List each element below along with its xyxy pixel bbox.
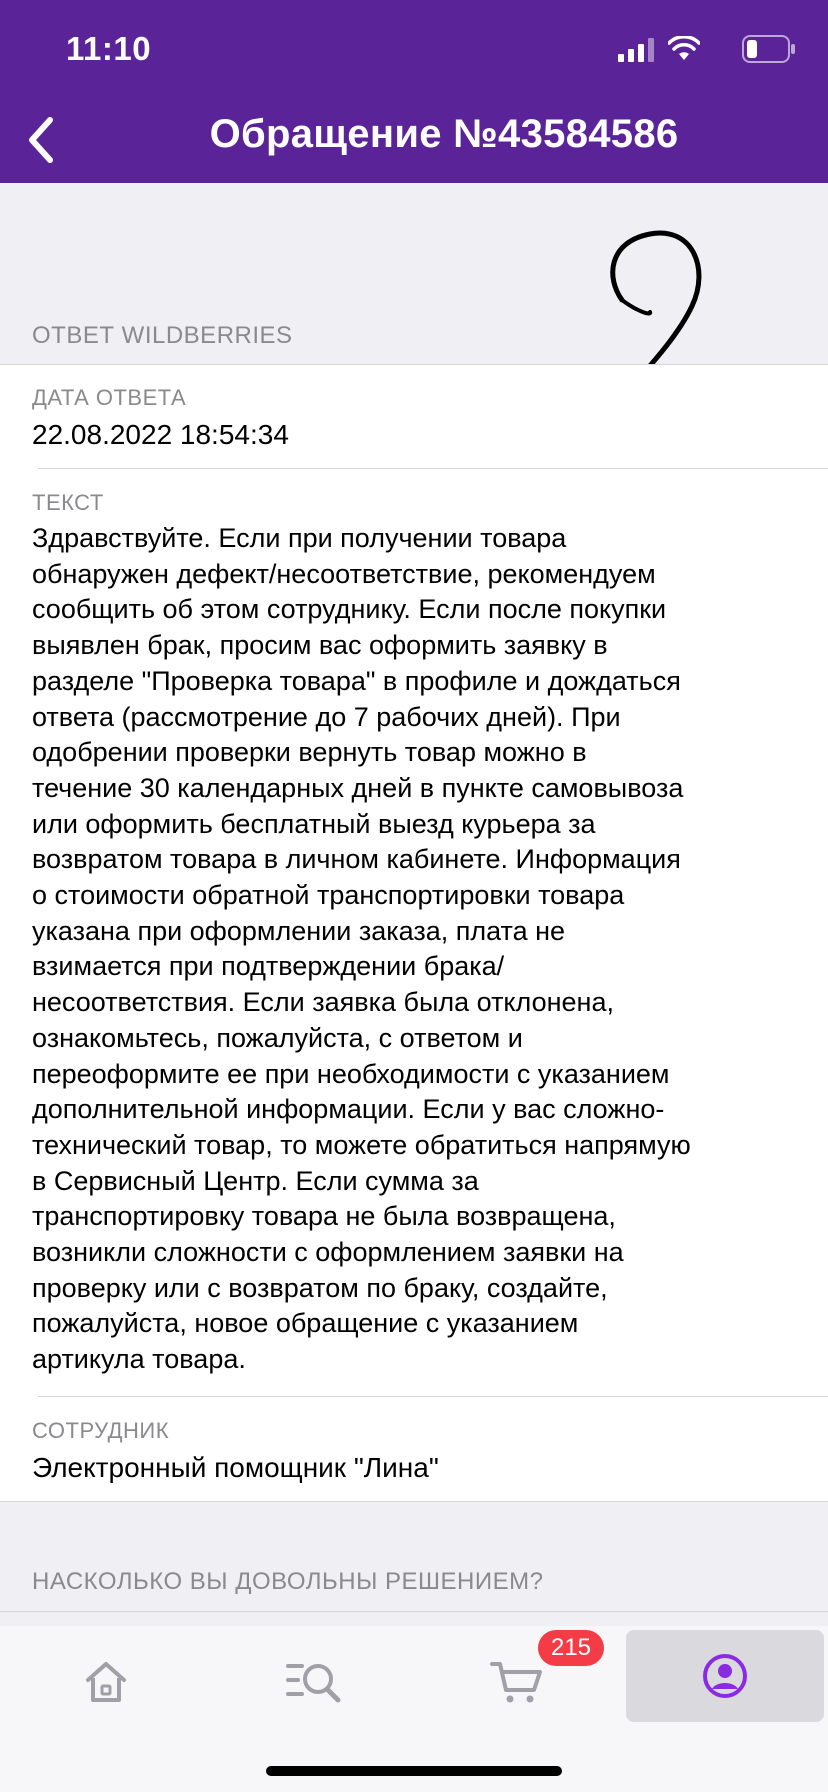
text-line: технический товар, то можете обратиться напрямую — [32, 1129, 691, 1160]
text-line: сообщить об этом сотруднику. Если после покупки — [32, 594, 667, 625]
reply-card — [0, 364, 828, 1502]
text-line: транспортировку товара не была возвращена, — [32, 1201, 616, 1232]
section-title: ОТВЕТ WILDBERRIES — [32, 322, 293, 349]
text-line: переоформите ее при необходимости с указанием — [32, 1058, 670, 1089]
divider — [38, 1396, 828, 1397]
text-line: Здравствуйте. Если при получении товара — [32, 523, 567, 553]
wifi-icon — [668, 36, 700, 62]
text-line: выявлен брак, просим вас оформить заявку в — [32, 630, 608, 661]
status-icons — [596, 34, 796, 64]
text-label: ТЕКСТ — [32, 490, 104, 515]
reply-text — [32, 521, 812, 1378]
status-time: 11:10 — [66, 30, 152, 67]
cart-icon — [490, 1658, 546, 1706]
text-line: или оформить бесплатный выезд курьера за — [32, 808, 596, 839]
back-chevron-icon[interactable] — [20, 110, 68, 170]
text-line: артикула товара. — [32, 1344, 246, 1375]
text-line: обнаружен дефект/несоответствие, рекомендуем — [32, 558, 656, 589]
cart-badge: 215 — [538, 1630, 604, 1666]
text-line: возвратом товара в личном кабинете. Информация — [32, 844, 681, 875]
tab-home[interactable] — [46, 1644, 166, 1724]
employee-label: СОТРУДНИК — [32, 1418, 170, 1443]
text-line: проверку или с возвратом по браку, создайте, — [32, 1272, 608, 1303]
divider — [38, 468, 828, 469]
text-line: возникли сложности с оформлением заявки на — [32, 1237, 624, 1268]
text-line: взимается при подтверждении брака/ — [32, 951, 505, 982]
tab-profile[interactable] — [626, 1630, 824, 1722]
header-bar — [0, 0, 828, 183]
home-indicator — [266, 1766, 562, 1776]
text-line: одобрении проверки вернуть товар можно в — [32, 737, 587, 768]
text-line: течение 30 календарных дней в пункте самовывоза — [32, 772, 684, 803]
cellular-signal-icon — [618, 38, 654, 62]
text-line: несоответствия. Если заявка была отклонена, — [32, 987, 614, 1018]
divider — [0, 1611, 828, 1612]
employee-value: Электронный помощник "Лина" — [32, 1452, 439, 1483]
text-line: в Сервисный Центр. Если сумма за — [32, 1165, 479, 1196]
text-line: дополнительной информации. Если у вас сложно- — [32, 1094, 665, 1125]
rating-question: НАСКОЛЬКО ВЫ ДОВОЛЬНЫ РЕШЕНИЕМ? — [32, 1568, 544, 1595]
tab-catalog-search[interactable] — [250, 1644, 370, 1724]
text-line: разделе "Проверка товара" в профиле и дождаться — [32, 665, 681, 696]
text-line: ознакомьтесь, пожалуйста, с ответом и — [32, 1022, 523, 1053]
text-line: указана при оформлении заказа, плата не — [32, 915, 566, 946]
text-line: пожалуйста, новое обращение с указанием — [32, 1308, 579, 1339]
text-line: о стоимости обратной транспортировки товара — [32, 880, 625, 911]
home-icon — [82, 1658, 130, 1706]
profile-icon — [701, 1652, 749, 1700]
text-line: ответа (рассмотрение до 7 рабочих дней). При — [32, 701, 621, 732]
page-title: Обращение №43584586 — [209, 112, 679, 156]
battery-icon — [742, 35, 796, 63]
date-value: 22.08.2022 18:54:34 — [32, 419, 289, 450]
search-catalog-icon — [286, 1658, 342, 1706]
date-label: ДАТА ОТВЕТА — [32, 385, 187, 410]
